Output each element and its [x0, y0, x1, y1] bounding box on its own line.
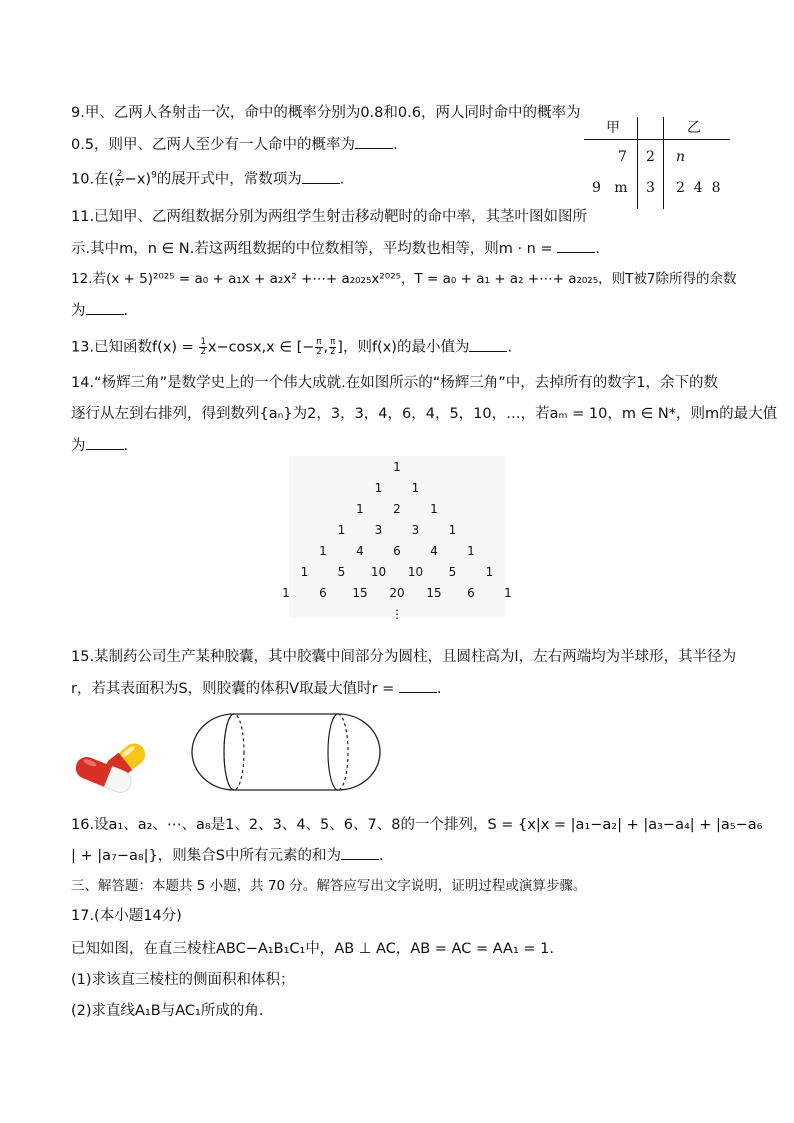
- q17-part1: (1)求该直三棱柱的侧面积和体积；: [71, 972, 295, 988]
- q10-frac-den: x²: [115, 179, 124, 189]
- q10-mid: −x): [124, 171, 152, 188]
- yanghui-number: 1: [374, 481, 383, 495]
- stemleaf-right-divider: [663, 117, 664, 209]
- yanghui-number: 1: [467, 544, 475, 558]
- yanghui-number: 1: [300, 565, 309, 579]
- q16-line2-text: | + |a₇−a₈|}，则集合S中所有元素的和为: [71, 848, 341, 864]
- yanghui-number: 3: [374, 523, 383, 537]
- stemleaf-left-divider: [637, 117, 638, 209]
- yanghui-number: 2: [393, 502, 401, 516]
- q11-line2-text: 示.其中m，n ∈ N.若这两组数据的中位数相等，平均数也相等，则m · n =: [71, 241, 558, 257]
- yanghui-number: 5: [337, 565, 346, 579]
- yanghui-number: 1: [356, 502, 364, 516]
- stemleaf-row2-stem: 3: [646, 180, 655, 196]
- q14-line3: [71, 437, 128, 455]
- stemleaf-row1-left: 7: [618, 149, 627, 165]
- q15-line2-text: r，若其表面积为S，则胶囊的体积V取最大值时r =: [71, 681, 399, 697]
- yanghui-number: 10: [407, 565, 424, 579]
- q13-int-num1: π: [316, 337, 322, 347]
- yanghui-number: 10: [370, 565, 387, 579]
- answer-blank: [355, 147, 393, 149]
- stemleaf-row2-right: 2 4 8: [676, 180, 721, 196]
- yanghui-number: 1: [411, 481, 420, 495]
- yanghui-number: 1: [430, 502, 438, 516]
- q10-fraction: [115, 170, 123, 189]
- q10: [71, 170, 344, 189]
- q13-int-den1: 2: [316, 347, 322, 357]
- q11-line1: 11.已知甲、乙两组数据分别为两组学生射击移动靶时的命中率，其茎叶图如图所: [71, 209, 588, 225]
- q11-line2: [71, 240, 600, 258]
- yanghui-number: 15: [352, 586, 368, 600]
- q12-line1: 12.若(x + 5)²⁰²⁵ = a₀ + a₁x + a₂x² +⋯+ a₂₀₂₅x²⁰²⁵，T = a₀ + a₁ + a₂ +⋯+ a₂₀₂₅，则T被7除所得的余数: [71, 271, 737, 287]
- answer-blank: [302, 182, 340, 184]
- yanghui-triangle: [282, 456, 512, 621]
- section-three-heading: 三、解答题：本题共 5 小题，共 70 分。解答应写出文字说明，证明过程或演算步骤。: [71, 878, 587, 894]
- q13-frac-num: 1: [200, 337, 206, 347]
- q17-stem: 已知如图，在直三棱柱ABC−A₁B₁C₁中，AB ⊥ AC，AB = AC = AA₁ = 1.: [71, 941, 554, 957]
- q13-prefix: 13.已知函数f(x) =: [71, 339, 199, 356]
- yanghui-number: 15: [426, 586, 442, 600]
- q13-mid: x−cosx,x ∈ [−: [207, 339, 315, 356]
- period: .: [123, 303, 129, 319]
- answer-blank: [86, 313, 124, 315]
- answer-blank: [557, 251, 595, 253]
- q10-frac-num: 2: [116, 169, 123, 179]
- q14-line2: 逐行从左到右排列，得到数列{aₙ}为2，3，3，4，6，4，5，10，…，若aₘ = 10，m ∈ N*，则m的最大值: [71, 406, 778, 422]
- yanghui-number: 1: [282, 586, 290, 600]
- yanghui-number: 1: [448, 523, 457, 537]
- period: .: [507, 339, 513, 356]
- stemleaf-row2-left: 9 m: [592, 180, 628, 196]
- q13-fraction: [199, 338, 206, 357]
- stemleaf-header-rule: [584, 139, 730, 140]
- q13-int-num2: π: [330, 337, 336, 347]
- q13: [71, 338, 512, 357]
- period: .: [393, 137, 398, 153]
- q13-interval-left: [315, 338, 322, 357]
- q10-suffix: 的展开式中，常数项为: [156, 171, 302, 188]
- answer-blank: [341, 858, 379, 860]
- yanghui-number: 1: [393, 460, 401, 474]
- q17-title: 17.(本小题14分): [71, 908, 182, 924]
- q16-line2: [71, 847, 384, 865]
- answer-blank: [86, 448, 124, 450]
- stemleaf-header-left: 甲: [606, 120, 620, 136]
- yanghui-number: 6: [467, 586, 475, 600]
- q9-line2: [71, 136, 398, 154]
- yanghui-number: 1: [337, 523, 346, 537]
- period: .: [339, 171, 345, 188]
- q9-line2-text: 0.5，则甲、乙两人至少有一人命中的概率为: [71, 137, 356, 153]
- stemleaf-row1-right: n: [676, 149, 686, 165]
- yanghui-number: 20: [389, 586, 405, 600]
- q10-prefix: 10.在(: [71, 171, 115, 188]
- yanghui-number: 4: [356, 544, 364, 558]
- q14-line3-text: 为: [71, 438, 86, 454]
- yanghui-number: 3: [411, 523, 420, 537]
- answer-blank: [399, 691, 437, 693]
- stemleaf-row1-stem: 2: [646, 149, 655, 165]
- yanghui-number: 6: [319, 586, 327, 600]
- q12-line2: [71, 302, 128, 320]
- answer-blank: [469, 350, 507, 352]
- yanghui-number: 5: [448, 565, 457, 579]
- q15-line2: [71, 680, 442, 698]
- q9-line1: 9.甲、乙两人各射击一次，命中的概率分别为0.8和0.6，两人同时命中的概率为: [71, 105, 581, 121]
- stem-leaf-plot: [584, 117, 730, 209]
- period: .: [436, 681, 442, 697]
- q13-int-den2: 2: [330, 347, 336, 357]
- q14-line1: 14.“杨辉三角”是数学史上的一个伟大成就.在如图所示的“杨辉三角”中，去掉所有的数字1，余下的数: [71, 375, 718, 391]
- yanghui-ellipsis: ⋮: [391, 607, 403, 621]
- period: .: [595, 241, 600, 257]
- q16-line1: 16.设a₁、a₂、⋯、a₈是1、2、3、4、5、6、7、8的一个排列，S = {x|x = |a₁−a₂| + |a₃−a₄| + |a₅−a₆: [71, 817, 763, 833]
- q17-part2: (2)求直线A₁B与AC₁所成的角.: [71, 1003, 264, 1019]
- q13-int-sep: ,: [323, 339, 329, 356]
- q13-suffix: ]，则f(x)的最小值为: [337, 339, 470, 356]
- q13-frac-den: 2: [200, 347, 206, 357]
- yanghui-number: 6: [393, 544, 401, 558]
- yanghui-number: 4: [430, 544, 438, 558]
- capsule-pills-image: [70, 728, 162, 798]
- q13-interval-right: [329, 338, 336, 357]
- period: .: [379, 848, 384, 864]
- yanghui-number: 1: [485, 565, 494, 579]
- period: .: [123, 438, 129, 454]
- q15-line1: 15.某制药公司生产某种胶囊，其中胶囊中间部分为圆柱，且圆柱高为l，左右两端均为半球形，其半径为: [71, 649, 737, 665]
- yanghui-number: 1: [319, 544, 327, 558]
- stemleaf-header-right: 乙: [687, 120, 701, 136]
- q12-line2-text: 为: [71, 303, 86, 319]
- yanghui-number: 1: [504, 586, 512, 600]
- q10-exp: 9: [151, 170, 157, 181]
- capsule-diagram: [188, 712, 384, 792]
